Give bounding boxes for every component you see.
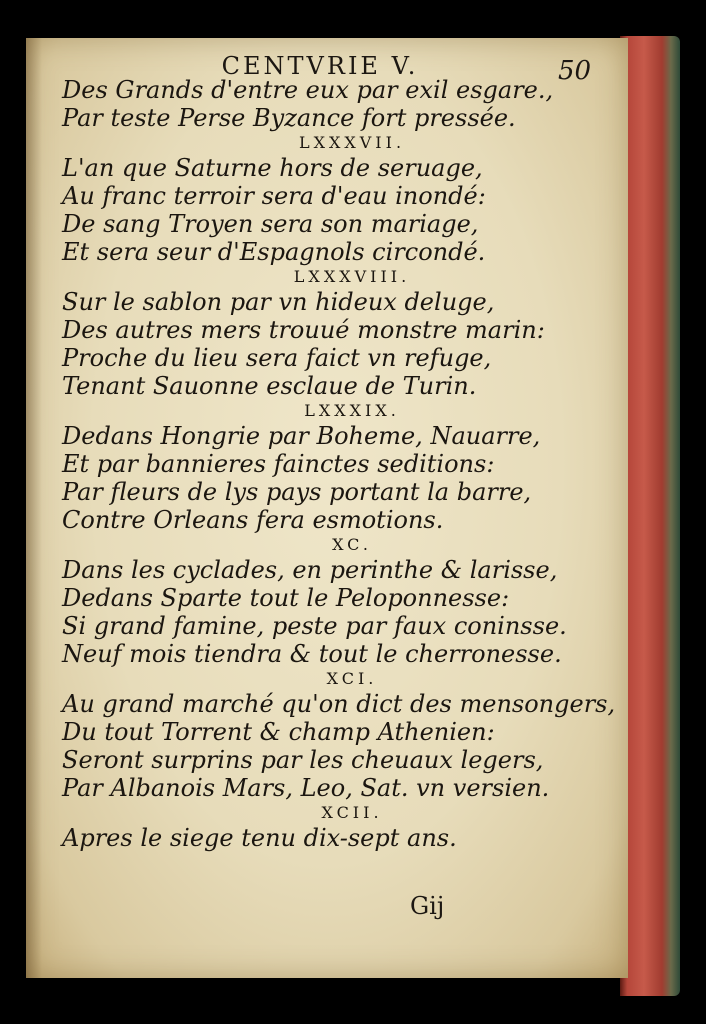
verse-line: Seront surprins par les cheuaux legers, bbox=[62, 746, 544, 774]
verse-line: Dedans Hongrie par Boheme, Nauarre, bbox=[62, 422, 541, 450]
quatrain-number: LXXXIX. bbox=[304, 401, 400, 420]
quatrain-text bbox=[62, 76, 616, 852]
verse-line: Par Albanois Mars, Leo, Sat. vn versien. bbox=[62, 774, 550, 802]
quatrain-number: LXXXVIII. bbox=[293, 267, 411, 286]
signature-mark: Gij bbox=[410, 892, 445, 920]
quatrain-number: XCI. bbox=[326, 669, 378, 688]
verse-line: Par fleurs de lys pays portant la barre, bbox=[62, 478, 532, 506]
verse-line: Proche du lieu sera faict vn refuge, bbox=[62, 344, 492, 372]
quatrain-number: XCII. bbox=[321, 803, 383, 822]
quatrain-number: LXXXVII. bbox=[298, 133, 406, 152]
book-fore-edge bbox=[620, 36, 680, 996]
verse-line: L'an que Saturne hors de seruage, bbox=[62, 154, 483, 182]
quatrain-number: XC. bbox=[332, 535, 372, 554]
verse-line: Et par bannieres fainctes seditions: bbox=[62, 450, 495, 478]
verse-line: Et sera seur d'Espagnols circondé. bbox=[62, 238, 486, 266]
page-number: 50 bbox=[558, 56, 592, 86]
verse-line: Sur le sablon par vn hideux deluge, bbox=[62, 288, 495, 316]
running-head: CENTVRIE V. bbox=[221, 52, 419, 80]
verse-line: Des Grands d'entre eux par exil esgare., bbox=[62, 76, 554, 104]
verse-line: Du tout Torrent & champ Athenien: bbox=[62, 718, 495, 746]
verse-line: Au grand marché qu'on dict des mensongers, bbox=[62, 690, 616, 718]
verse-line: Neuf mois tiendra & tout le cherronesse. bbox=[62, 640, 562, 668]
verse-line: Si grand famine, peste par faux coninsse. bbox=[62, 612, 567, 640]
verse-line: Des autres mers trouué monstre marin: bbox=[62, 316, 545, 344]
verse-line: Apres le siege tenu dix-sept ans. bbox=[62, 824, 457, 852]
gutter-shadow bbox=[26, 38, 42, 978]
verse-line: Par teste Perse Byzance fort pressée. bbox=[62, 104, 516, 132]
verse-line: Tenant Sauonne esclaue de Turin. bbox=[62, 372, 477, 400]
verse-line: De sang Troyen sera son mariage, bbox=[62, 210, 479, 238]
verse-line: Dedans Sparte tout le Peloponnesse: bbox=[62, 584, 510, 612]
verse-line: Dans les cyclades, en perinthe & larisse, bbox=[62, 556, 558, 584]
verse-line: Contre Orleans fera esmotions. bbox=[62, 506, 444, 534]
verse-line: Au franc terroir sera d'eau inondé: bbox=[62, 182, 486, 210]
